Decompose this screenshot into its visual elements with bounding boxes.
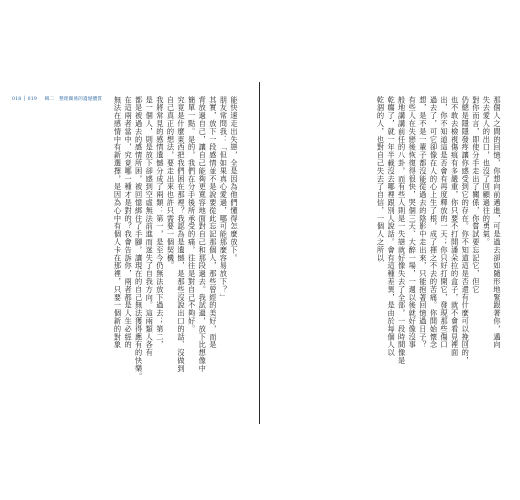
text-line: 究竟是什麼東西把我們困在那裡？我認為是遺憾，是那些沒說出口的話、沒做到 [177, 96, 187, 373]
text-line: 無法在感情中有新選擇，是因為心中有個人卡在那裡，只要一個新的對象 [113, 96, 123, 349]
text-line: 乾癟了，就一年半載沒去哪裡跟別人說話。會有這種差異，是由於每個人以 [387, 96, 397, 357]
text-line: 仍總是隱隱發疼讓你感受到它的存在。你不知道這是否還有什麼可以挽回的， [461, 96, 471, 365]
text-line: 想，是不是一輩子都沒能從過去的陰影中走出來，只能抱著回憶過日子？ [418, 96, 428, 349]
text-line: 出，你不知道這是否會有再度釋放的一天；你只好打開它，發現那些傷口 [440, 96, 450, 349]
page-numbers: 018 │ 019 [12, 97, 38, 102]
text-line: 自己真正的想法，要走出來也許只需要一個契機。 [166, 96, 176, 270]
chapter-title: 輯二 整理關係的遺憾體質 [44, 97, 103, 102]
text-line: 般地講講前任的八卦，而有些人則是一失戀就好像失去了全部，一段時間像是 [397, 96, 407, 365]
page-gutter [259, 82, 260, 424]
text-line: 是一個人，則是放下卻感到空虛無法前進而迷失了自我方向。這兩類人各有 [145, 96, 155, 357]
text-line: 對你而言，即使分手走出了關係，你嘗試要忘記它，但它 [471, 96, 481, 294]
text-line: 也不敢去檢視傷痕有多嚴重，你只要不打開潘朵拉的盒子，就不會看見裡面 [450, 96, 460, 357]
right-page [262, 0, 510, 500]
text-line: 有些人在失戀後恢復得很快，哭個三天、大醉一場，一週以後就好像沒事 [408, 96, 418, 349]
text-line: 那個人之間的回憶，你想向前邁進，可是過去卻如隨形地緊跟著你，邁向 [493, 96, 502, 349]
text-line: 在這兩者當中，究竟哪一種才是對的？我會告訴你，兩者都是人生必經的 [124, 96, 134, 349]
left-page-text [112, 96, 239, 406]
right-page-text [375, 96, 502, 406]
text-line: 過去了，可它卻像在人的心上生了根，成了揮之不去的苦痛。你開始懷念 [429, 96, 439, 349]
text-line: 失去愛人的出口，也沒了回顧過往的勇氣。 [482, 96, 492, 247]
text-line: 背放過自己，讓自己能夠更寬容地面對自己和那段過去。我試過，放下比想像中 [198, 96, 208, 373]
text-line: 我將常見的感情遺憾分成了兩類：第一，是至今仍無法放下過去；第二， [155, 96, 165, 349]
text-line: 乾涸的人，也對自己失去了自信，一個人之所以 [376, 96, 386, 262]
text-line: 朋友常問我：「但如果真心愛過，哪可能那麼容易放下？」 [219, 96, 229, 302]
text-line: 其實，放下一段感情並不是說要從此忘記那個人，那些曾經的美好，而是 [208, 96, 218, 349]
text-line: 簡單一點。是的，我們在分手後所承受的痛，往往是對自己不夠好。 [187, 96, 197, 333]
left-page [12, 0, 257, 500]
text-line: 都是被過去的感情所困，被回憶綁住了手腳，讓現在的自己無法獲得應有的快樂。 [134, 96, 144, 381]
text-line: 能快速走出失戀，全是因為他們懂得怎麼放下。 [230, 96, 239, 262]
